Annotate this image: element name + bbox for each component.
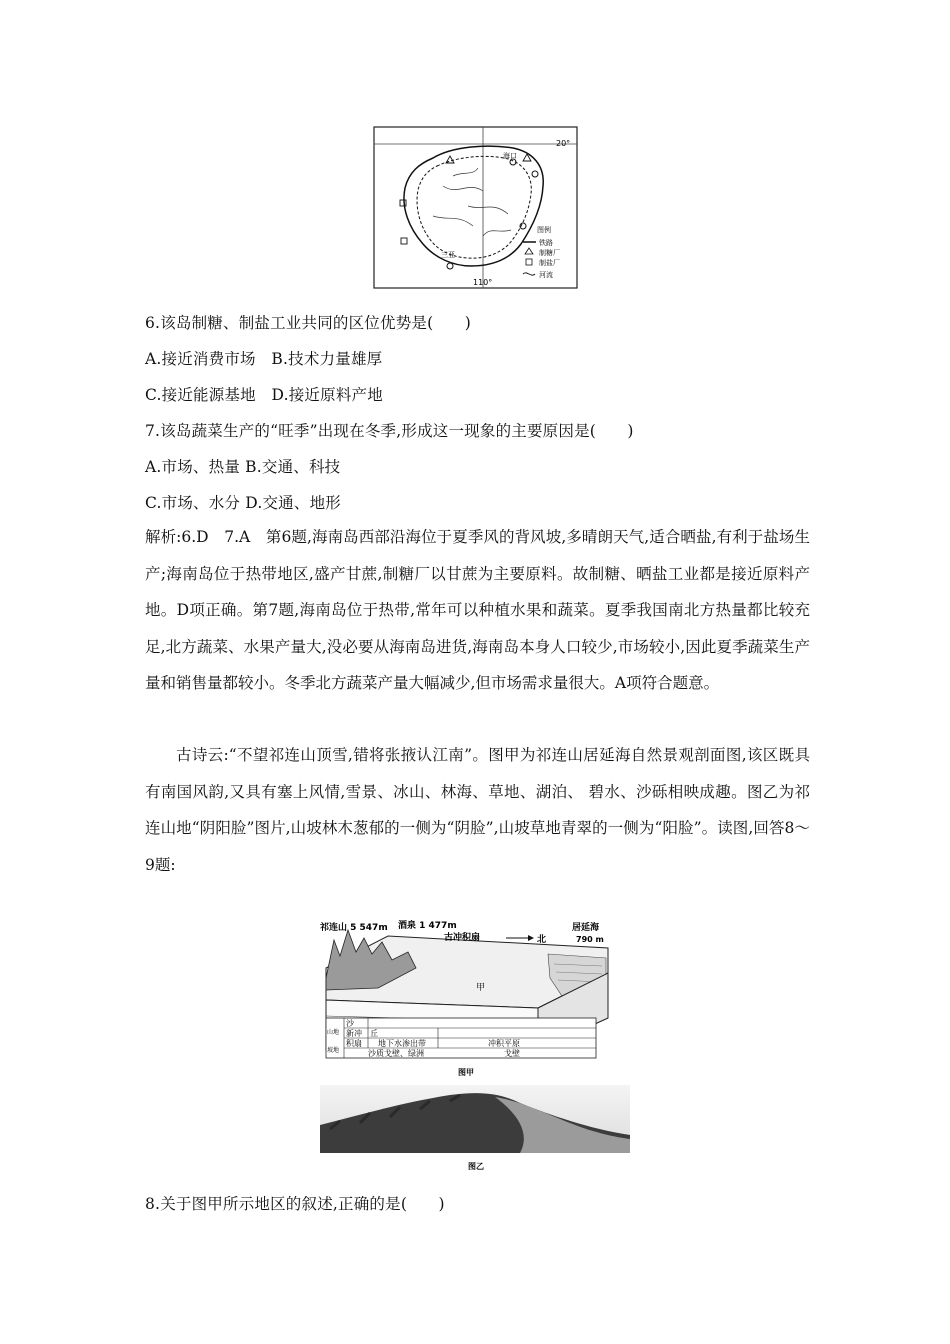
label-sha: 沙 [346,1019,354,1028]
q6-options-cd: C.接近能源基地 D.接近原料产地 [145,386,383,404]
label-north: 北 [537,935,547,945]
label-groundwater: 地下水渗出带 [378,1039,426,1048]
label-gobi: 戈壁 [504,1049,520,1058]
qilian-profile-figure [318,918,618,1083]
city-haikou: 海口 [503,152,517,160]
label-juyan-alt: 790 m [576,935,604,944]
label-shandi: 山地 [327,1029,340,1036]
q8-stem: 8.关于图甲所示地区的叙述,正确的是( ) [145,1195,445,1213]
label-jiuquan: 酒泉 1 477m [398,921,457,931]
legend-sugar: 制糖厂 [539,249,560,257]
q6-options-ab: A.接近消费市场 B.技术力量雄厚 [145,350,383,368]
label-xinchong: 新冲 [346,1029,362,1038]
north-arrowhead-icon [528,935,534,941]
q7-options-ab: A.市场、热量 B.交通、科技 [145,458,341,476]
caption-jia: 图甲 [458,1068,474,1077]
city-sanya: 三亚 [441,251,455,259]
label-jia: 甲 [476,983,486,993]
label-plain: 冲积平原 [488,1039,520,1048]
label-podi: 坡地 [327,1047,340,1054]
legend-river: 河流 [539,271,553,279]
lat-label: 20° [556,139,571,148]
label-qiu: 丘 [370,1029,378,1038]
label-gobi-oasis: 沙质戈壁、绿洲 [368,1049,424,1058]
label-jishan: 积扇 [346,1039,362,1048]
q7-options-cd: C.市场、水分 D.交通、地形 [145,494,341,512]
q6-stem: 6.该岛制糖、制盐工业共同的区位优势是( ) [145,314,471,332]
caption-yi: 图乙 [468,1162,484,1171]
intro-paragraph: 古诗云:“不望祁连山顶雪,错将张掖认江南”。图甲为祁连山居延海自然景观剖面图,该区既具有南国风韵,又具有塞上风情,雪景、冰山、林海、草地、湖泊、 碧水、沙砾相映成趣。图乙为祁连山地“阴阳脸”图片,山坡林木葱郁的一侧为“阴脸”,山坡草地青翠的一侧为“阳脸”。读图,回答8～9题: [145,746,810,874]
yin-yang-slope-photo [320,1085,630,1175]
label-juyan: 居延海 [572,923,600,933]
label-fan: 古冲积扇 [444,933,481,943]
hainan-map-figure [373,126,578,289]
q7-stem: 7.该岛蔬菜生产的“旺季”出现在冬季,形成这一现象的主要原因是( ) [145,422,634,440]
legend-salt: 制盐厂 [539,259,560,267]
label-qilian: 祁连山 5 547m [320,923,388,933]
lon-label: 110° [473,278,493,287]
legend-title: 图例 [537,226,551,234]
analysis-paragraph: 解析:6.D 7.A 第6题,海南岛西部沿海位于夏季风的背风坡,多晴朗天气,适合晒盐,有利于盐场生产;海南岛位于热带地区,盛产甘蔗,制糖厂以甘蔗为主要原料。故制糖、晒盐工业都是接近原料产地。D项正确。第7题,海南岛位于热带,常年可以种植水果和蔬菜。夏季我国南北方热量都比较充足,北方蔬菜、水果产量大,没必要从海南岛进货,海南岛本身人口较少,市场较小,因此夏季蔬菜生产量和销售量都较小。冬季北方蔬菜产量大幅减少,但市场需求量很大。A项符合题意。 [145,528,810,692]
legend-railway: 铁路 [539,239,553,247]
